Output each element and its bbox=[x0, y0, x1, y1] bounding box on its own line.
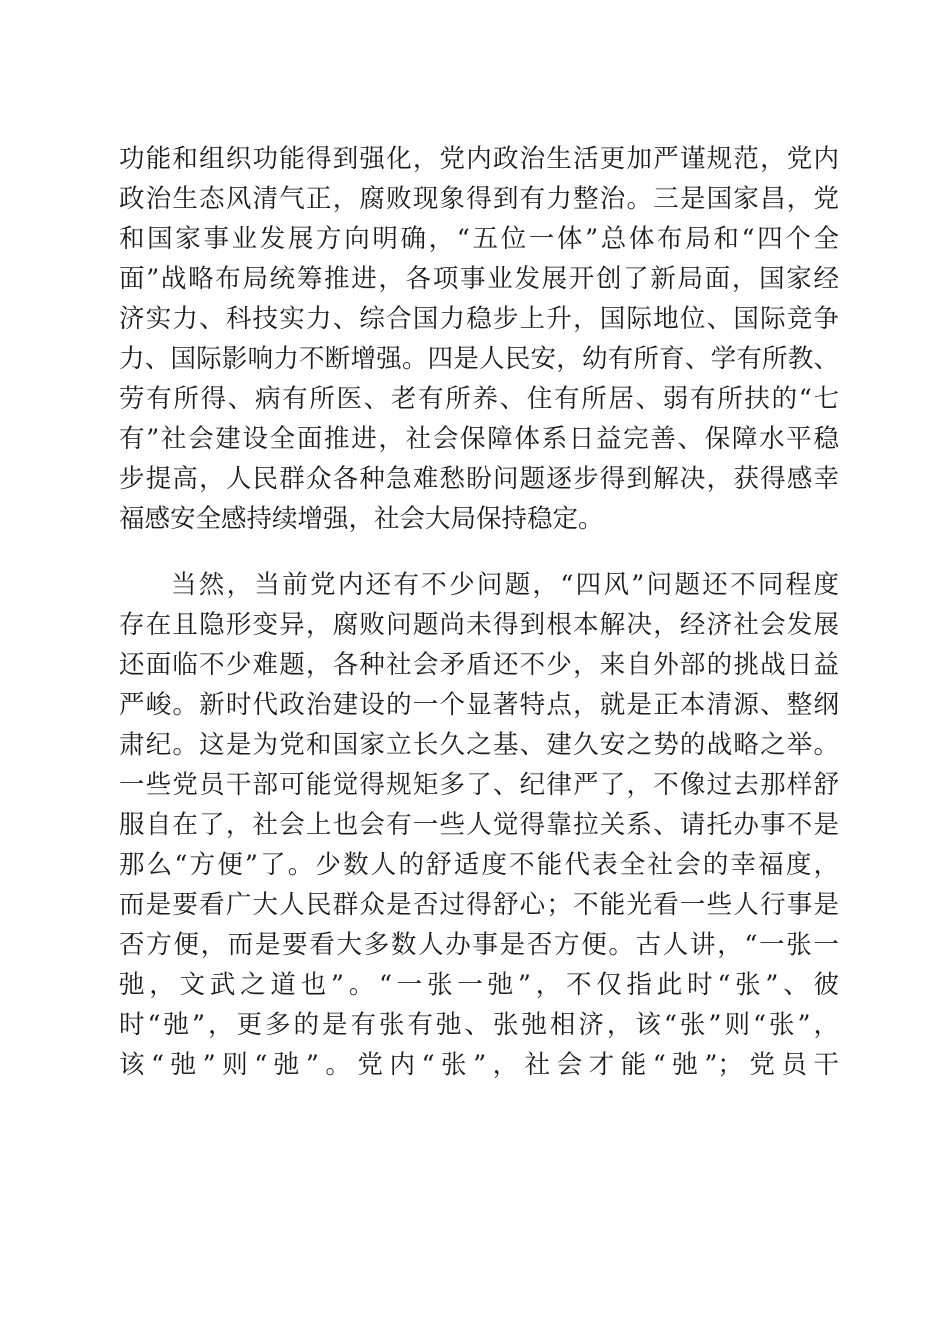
text-line: 那么“方便”了。少数人的舒适度不能代表全社会的幸福度， bbox=[119, 850, 839, 880]
text-line: 济实力、科技实力、综合国力稳步上升，国际地位、国际竞争 bbox=[119, 304, 839, 334]
text-line: 功能和组织功能得到强化，党内政治生活更加严谨规范，党内 bbox=[119, 144, 839, 174]
text-line: 而是要看广大人民群众是否过得舒心；不能光看一些人行事是 bbox=[119, 890, 839, 920]
text-line: 否方便，而是要看大多数人办事是否方便。古人讲，“一张一 bbox=[119, 930, 839, 960]
text-line: 还面临不少难题，各种社会矛盾还不少，来自外部的挑战日益 bbox=[119, 650, 839, 680]
text-line: 时“弛”，更多的是有张有弛、张弛相济，该“张”则“张”， bbox=[119, 1010, 839, 1040]
text-line: 肃纪。这是为党和国家立长久之基、建久安之势的战略之举。 bbox=[119, 730, 839, 760]
text-line: 存在且隐形变异，腐败问题尚未得到根本解决，经济社会发展 bbox=[119, 610, 839, 640]
text-line: 严峻。新时代政治建设的一个显著特点，就是正本清源、整纲 bbox=[119, 690, 839, 720]
text-line: 一些党员干部可能觉得规矩多了、纪律严了，不像过去那样舒 bbox=[119, 770, 839, 800]
paragraph-1 bbox=[119, 139, 839, 539]
text-line: 有”社会建设全面推进，社会保障体系日益完善、保障水平稳 bbox=[119, 424, 839, 454]
text-line: 力、国际影响力不断增强。四是人民安，幼有所育、学有所教、 bbox=[119, 344, 839, 374]
text-line: 服自在了，社会上也会有一些人觉得靠拉关系、请托办事不是 bbox=[119, 810, 839, 840]
text-line: 和国家事业发展方向明确，“五位一体”总体布局和“四个全 bbox=[119, 224, 839, 254]
paragraph-2 bbox=[119, 565, 839, 1085]
text-line: 福感安全感持续增强，社会大局保持稳定。 bbox=[119, 504, 604, 534]
text-line: 劳有所得、病有所医、老有所养、住有所居、弱有所扶的“七 bbox=[119, 384, 839, 414]
text-line: 该“弛”则“弛”。党内“张”，社会才能“弛”；党员干 bbox=[119, 1050, 839, 1080]
text-line: 当然，当前党内还有不少问题，“四风”问题还不同程度 bbox=[171, 570, 839, 600]
text-line: 面”战略布局统筹推进，各项事业发展开创了新局面，国家经 bbox=[119, 264, 839, 294]
text-line: 弛，文武之道也”。“一张一弛”，不仅指此时“张”、彼 bbox=[119, 970, 839, 1000]
text-line: 政治生态风清气正，腐败现象得到有力整治。三是国家昌，党 bbox=[119, 184, 839, 214]
text-line: 步提高，人民群众各种急难愁盼问题逐步得到解决，获得感幸 bbox=[119, 464, 839, 494]
